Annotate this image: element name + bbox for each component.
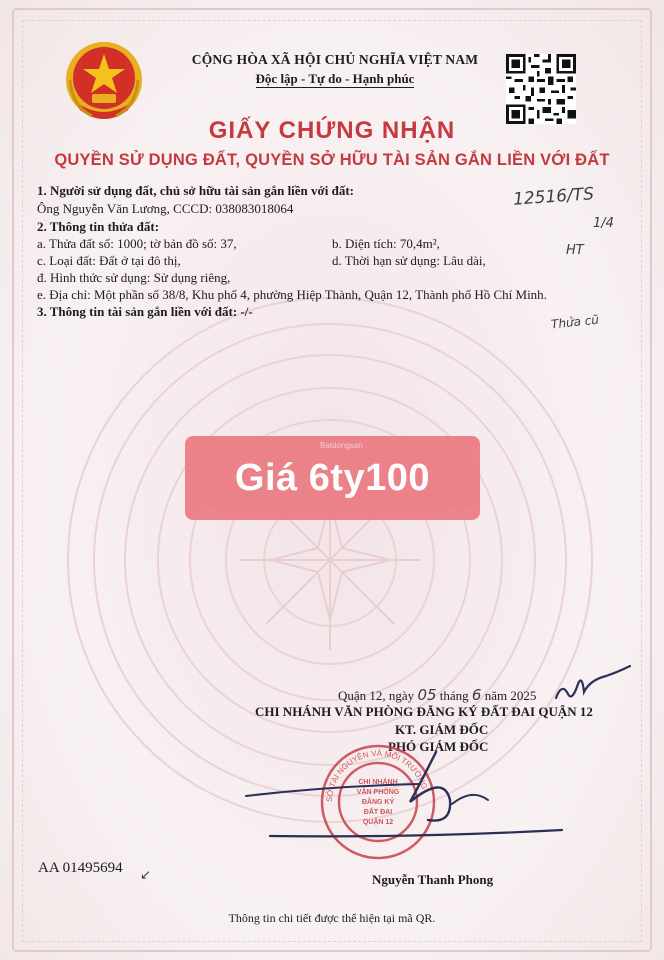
handwritten-note-old-parcel: Thửa cũ — [550, 312, 600, 332]
deputy-director-label: PHÓ GIÁM ĐỐC — [388, 739, 489, 754]
usage-form: đ. Hình thức sử dụng: Sử dụng riêng, — [37, 270, 231, 285]
parcel-area: b. Diện tích: 70,4m², — [332, 236, 440, 251]
land-type: c. Loại đất: Đất ở tại đô thị, — [37, 253, 181, 268]
national-motto: Độc lập - Tự do - Hạnh phúc — [255, 71, 415, 86]
qr-footer-note: Thông tin chi tiết được thể hiện tại mã QR. — [228, 911, 436, 925]
certificate-subtitle: QUYỀN SỬ DỤNG ĐẤT, QUYỀN SỞ HỮU TÀI SẢN GẮN LIỀN VỚI ĐẤT — [54, 151, 610, 169]
stamp-line-2: VĂN PHÒNG — [356, 789, 400, 796]
issue-date: Quận 12, ngày 05 tháng 6 năm 2025 — [338, 686, 537, 704]
parcel-number: a. Thửa đất số: 1000; tờ bản đồ số: 37, — [37, 236, 237, 251]
stamp-line-3: ĐĂNG KÝ — [361, 799, 395, 806]
country-name: CỘNG HÒA XÃ HỘI CHỦ NGHĨA VIỆT NAM — [191, 52, 479, 67]
section1-heading: 1. Người sử dụng đất, chủ sở hữu tài sản gắn liền với đất: — [37, 183, 354, 198]
parcel-address: e. Địa chỉ: Một phần số 38/8, Khu phố 4, phường Hiệp Thành, Quận 12, Thành phố Hồ Chí Minh. — [37, 287, 547, 302]
signer-name: Nguyễn Thanh Phong — [372, 872, 494, 887]
usage-duration: d. Thời hạn sử dụng: Lâu dài, — [332, 253, 486, 268]
price-text: Giá 6ty100 — [234, 456, 431, 499]
stamp-ring-text: SỞ TÀI NGUYÊN VÀ MÔI TRƯỜNG — [324, 748, 430, 803]
director-signature — [240, 744, 570, 854]
section3-heading: 3. Thông tin tài sản gắn liền với đất: -/- — [37, 304, 253, 319]
section2-heading: 2. Thông tin thửa đất: — [37, 219, 160, 234]
issuing-office: CHI NHÁNH VĂN PHÒNG ĐĂNG KÝ ĐẤT ĐAI QUẬN 12 — [255, 704, 593, 719]
stamp-line-4: ĐẤT ĐAI — [363, 809, 393, 816]
serial-tick-mark: ↙ — [140, 868, 151, 883]
initial-signature-mark — [548, 664, 632, 708]
watermark-text: Batdongsan — [320, 441, 363, 450]
handwritten-note-fraction: 1/4 — [593, 216, 614, 231]
handwritten-note-number: 12516/TS — [512, 184, 595, 210]
certificate-serial-number: AA 01495694 — [38, 860, 123, 876]
national-emblem-icon — [62, 40, 146, 124]
stamp-line-5: QUẬN 12 — [362, 819, 394, 826]
qr-code[interactable] — [506, 54, 576, 124]
stamp-line-1: CHI NHÁNH — [358, 779, 398, 786]
handwritten-note-ht: HT — [566, 243, 584, 258]
certificate-title: GIẤY CHỨNG NHẬN — [208, 117, 456, 144]
kt-director-label: KT. GIÁM ĐỐC — [395, 722, 489, 737]
owner-info: Ông Nguyễn Văn Lương, CCCD: 038083018064 — [37, 201, 294, 216]
